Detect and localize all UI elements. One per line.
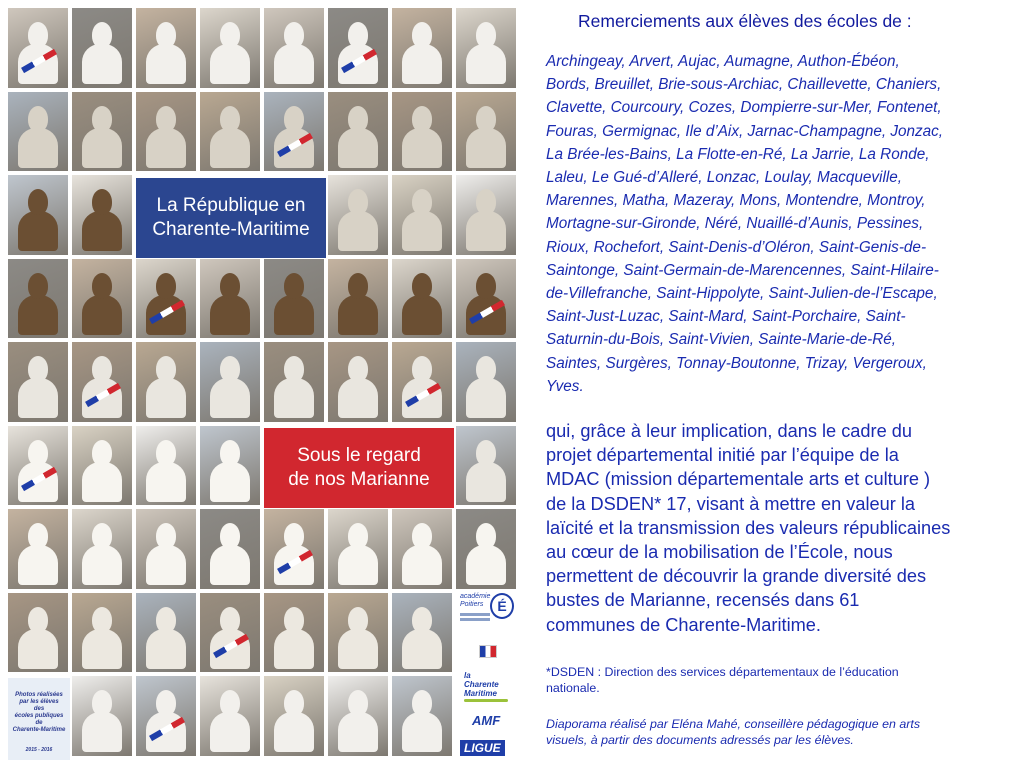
marianne-bust-photo bbox=[136, 259, 196, 339]
diaporama-credit bbox=[546, 716, 1016, 748]
communes-list bbox=[546, 50, 1016, 398]
communes-line: Fouras, Germignac, Ile d’Aix, Jarnac-Champagne, Jonzac, bbox=[546, 122, 944, 140]
marianne-bust-photo bbox=[328, 259, 388, 339]
marianne-bust-photo bbox=[264, 342, 324, 422]
marianne-bust-photo bbox=[72, 175, 132, 255]
footnote-line: *DSDEN : Direction des services départementaux de l’éducation bbox=[546, 665, 899, 679]
marianne-bust-photo bbox=[136, 593, 196, 673]
marianne-bust-photo bbox=[8, 259, 68, 339]
marianne-bust-photo bbox=[8, 426, 68, 506]
communes-line: Saintes, Surgères, Tonnay-Boutonne, Trizay, Vergeroux, bbox=[546, 354, 927, 372]
marianne-bust-photo bbox=[392, 92, 452, 172]
communes-line: de-Villefranche, Saint-Hippolyte, Saint-Julien-de-l’Escape, bbox=[546, 285, 938, 303]
marianne-bust-photo bbox=[328, 8, 388, 88]
paragraph-line: MDAC (mission départementale arts et culture ) bbox=[546, 469, 931, 490]
marianne-bust-photo bbox=[264, 509, 324, 589]
subtitle-banner-line: de nos Marianne bbox=[288, 469, 430, 490]
communes-line: La Brée-les-Bains, La Flotte-en-Ré, La Jarrie, La Ronde, bbox=[546, 145, 930, 163]
marianne-bust-photo bbox=[200, 676, 260, 756]
project-paragraph bbox=[546, 419, 1016, 637]
marianne-bust-photo bbox=[200, 593, 260, 673]
credit-line: Charente-Maritime bbox=[12, 727, 66, 733]
communes-line: Clavette, Courcoury, Cozes, Dompierre-sur-Mer, Fontenet, bbox=[546, 99, 942, 117]
marianne-bust-photo bbox=[136, 509, 196, 589]
subtitle-banner-line: Sous le regard bbox=[297, 445, 421, 466]
communes-line: Saint-Just-Luzac, Saint-Mard, Saint-Porchaire, Saint- bbox=[546, 308, 906, 326]
paragraph-line: bustes de Marianne, recensés dans 61 bbox=[546, 590, 860, 611]
marianne-bust-photo bbox=[392, 175, 452, 255]
marianne-bust-photo bbox=[200, 426, 260, 506]
marianne-bust-photo bbox=[328, 509, 388, 589]
credit-line: écoles publiques bbox=[14, 713, 64, 719]
marianne-bust-photo bbox=[264, 259, 324, 339]
marianne-bust-photo bbox=[456, 342, 516, 422]
marianne-bust-photo bbox=[200, 509, 260, 589]
communes-line: Saturnin-du-Bois, Saint-Vivien, Sainte-Marie-de-Ré, bbox=[546, 331, 897, 349]
marianne-bust-photo bbox=[200, 8, 260, 88]
paragraph-line: communes de Charente-Maritime. bbox=[546, 614, 821, 635]
academie-poitiers-logo: académie Poitiers É bbox=[460, 593, 516, 639]
title-banner-line: La République en bbox=[156, 195, 306, 216]
marianne-bust-photo bbox=[392, 259, 452, 339]
marianne-bust-photo bbox=[8, 92, 68, 172]
marianne-bust-photo bbox=[200, 92, 260, 172]
communes-line: Bords, Breuillet, Brie-sous-Archiac, Chaillevette, Chaniers, bbox=[546, 76, 942, 94]
marianne-bust-photo bbox=[456, 426, 516, 506]
title-banner-line: Charente-Maritime bbox=[152, 219, 310, 240]
marianne-bust-photo bbox=[8, 8, 68, 88]
paragraph-line: laïcité et la transmission des valeurs républicaines bbox=[546, 517, 951, 538]
marianne-bust-photo bbox=[264, 676, 324, 756]
marianne-bust-photo bbox=[456, 8, 516, 88]
marianne-bust-photo bbox=[392, 342, 452, 422]
marianne-bust-photo bbox=[72, 593, 132, 673]
charente-maritime-logo: la Charente Maritime bbox=[460, 671, 516, 709]
thanks-title: Remerciements aux élèves des écoles de : bbox=[578, 11, 912, 31]
marianne-bust-photo bbox=[328, 175, 388, 255]
marianne-bust-photo bbox=[264, 593, 324, 673]
marianne-bust-photo bbox=[200, 342, 260, 422]
marianne-bust-photo bbox=[328, 92, 388, 172]
communes-line: Marennes, Matha, Mazeray, Mons, Montendre, Montroy, bbox=[546, 192, 926, 210]
paragraph-line: au cœur de la mobilisation de l’École, nous bbox=[546, 542, 893, 563]
partner-logos bbox=[456, 593, 520, 760]
marianne-bust-photo bbox=[328, 676, 388, 756]
credit-line: des bbox=[33, 706, 45, 712]
marianne-bust-photo bbox=[456, 175, 516, 255]
marianne-bust-photo bbox=[72, 509, 132, 589]
marianne-bust-photo bbox=[456, 92, 516, 172]
credit-line: de bbox=[35, 720, 43, 726]
photo-credit-tile bbox=[8, 678, 70, 760]
credit-years: 2015 - 2016 bbox=[25, 747, 53, 753]
paragraph-line: qui, grâce à leur implication, dans le cadre du bbox=[546, 421, 912, 441]
french-flag-logo bbox=[460, 645, 516, 667]
marianne-bust-photo bbox=[392, 8, 452, 88]
marianne-bust-photo bbox=[392, 509, 452, 589]
dsden-footnote bbox=[546, 664, 1016, 696]
marianne-bust-photo bbox=[136, 426, 196, 506]
marianne-bust-photo bbox=[72, 8, 132, 88]
marianne-bust-photo bbox=[72, 676, 132, 756]
marianne-bust-photo bbox=[72, 259, 132, 339]
communes-line: Laleu, Le Gué-d’Alleré, Lonzac, Loulay, Macqueville, bbox=[546, 169, 903, 187]
marianne-bust-photo bbox=[136, 342, 196, 422]
title-banner bbox=[136, 178, 326, 258]
marianne-bust-photo bbox=[72, 92, 132, 172]
marianne-bust-photo bbox=[136, 676, 196, 756]
communes-line: Mortagne-sur-Gironde, Néré, Nuaillé-d’Aunis, Pessines, bbox=[546, 215, 924, 233]
amf-logo: AMF bbox=[472, 713, 501, 728]
paragraph-line: de la DSDEN* 17, visant à mettre en valeur la bbox=[546, 493, 915, 514]
paragraph-line: permettent de découvrir la grande diversité des bbox=[546, 566, 927, 587]
marianne-bust-photo bbox=[8, 509, 68, 589]
footnote-line: nationale. bbox=[546, 681, 600, 695]
paragraph-line: projet départemental initié par l’équipe de la bbox=[546, 445, 899, 466]
ligue-enseignement-logo: LIGUE bbox=[460, 739, 516, 759]
marianne-bust-photo bbox=[8, 175, 68, 255]
credit-line: par les élèves bbox=[19, 699, 59, 705]
diaporama-line: visuels, à partir des documents adressés par les élèves. bbox=[546, 733, 854, 747]
marianne-bust-photo bbox=[8, 342, 68, 422]
thanks-text-panel bbox=[530, 0, 1020, 768]
marianne-bust-photo bbox=[264, 92, 324, 172]
marianne-bust-photo bbox=[8, 593, 68, 673]
communes-line: Archingeay, Arvert, Aujac, Aumagne, Authon-Ébéon, bbox=[546, 53, 900, 70]
communes-line: Yves. bbox=[546, 377, 584, 395]
diaporama-line: Diaporama réalisé par Eléna Mahé, conseillère pédagogique en arts bbox=[546, 717, 921, 731]
marianne-bust-photo bbox=[200, 259, 260, 339]
marianne-bust-photo bbox=[456, 259, 516, 339]
marianne-bust-photo bbox=[456, 509, 516, 589]
communes-line: Saintonge, Saint-Germain-de-Marencennes, Saint-Hilaire- bbox=[546, 261, 939, 279]
bust-photo-grid bbox=[8, 8, 520, 760]
marianne-bust-photo bbox=[136, 8, 196, 88]
credit-line: Photos réalisées bbox=[15, 692, 63, 698]
marianne-bust-photo bbox=[328, 342, 388, 422]
marianne-bust-photo bbox=[72, 426, 132, 506]
marianne-bust-photo bbox=[136, 92, 196, 172]
marianne-bust-photo bbox=[392, 676, 452, 756]
marianne-bust-photo bbox=[328, 593, 388, 673]
subtitle-banner bbox=[264, 428, 454, 508]
communes-line: Rioux, Rochefort, Saint-Denis-d’Oléron, Saint-Genis-de- bbox=[546, 238, 927, 256]
marianne-bust-photo bbox=[72, 342, 132, 422]
marianne-bust-photo bbox=[264, 8, 324, 88]
marianne-bust-photo bbox=[392, 593, 452, 673]
